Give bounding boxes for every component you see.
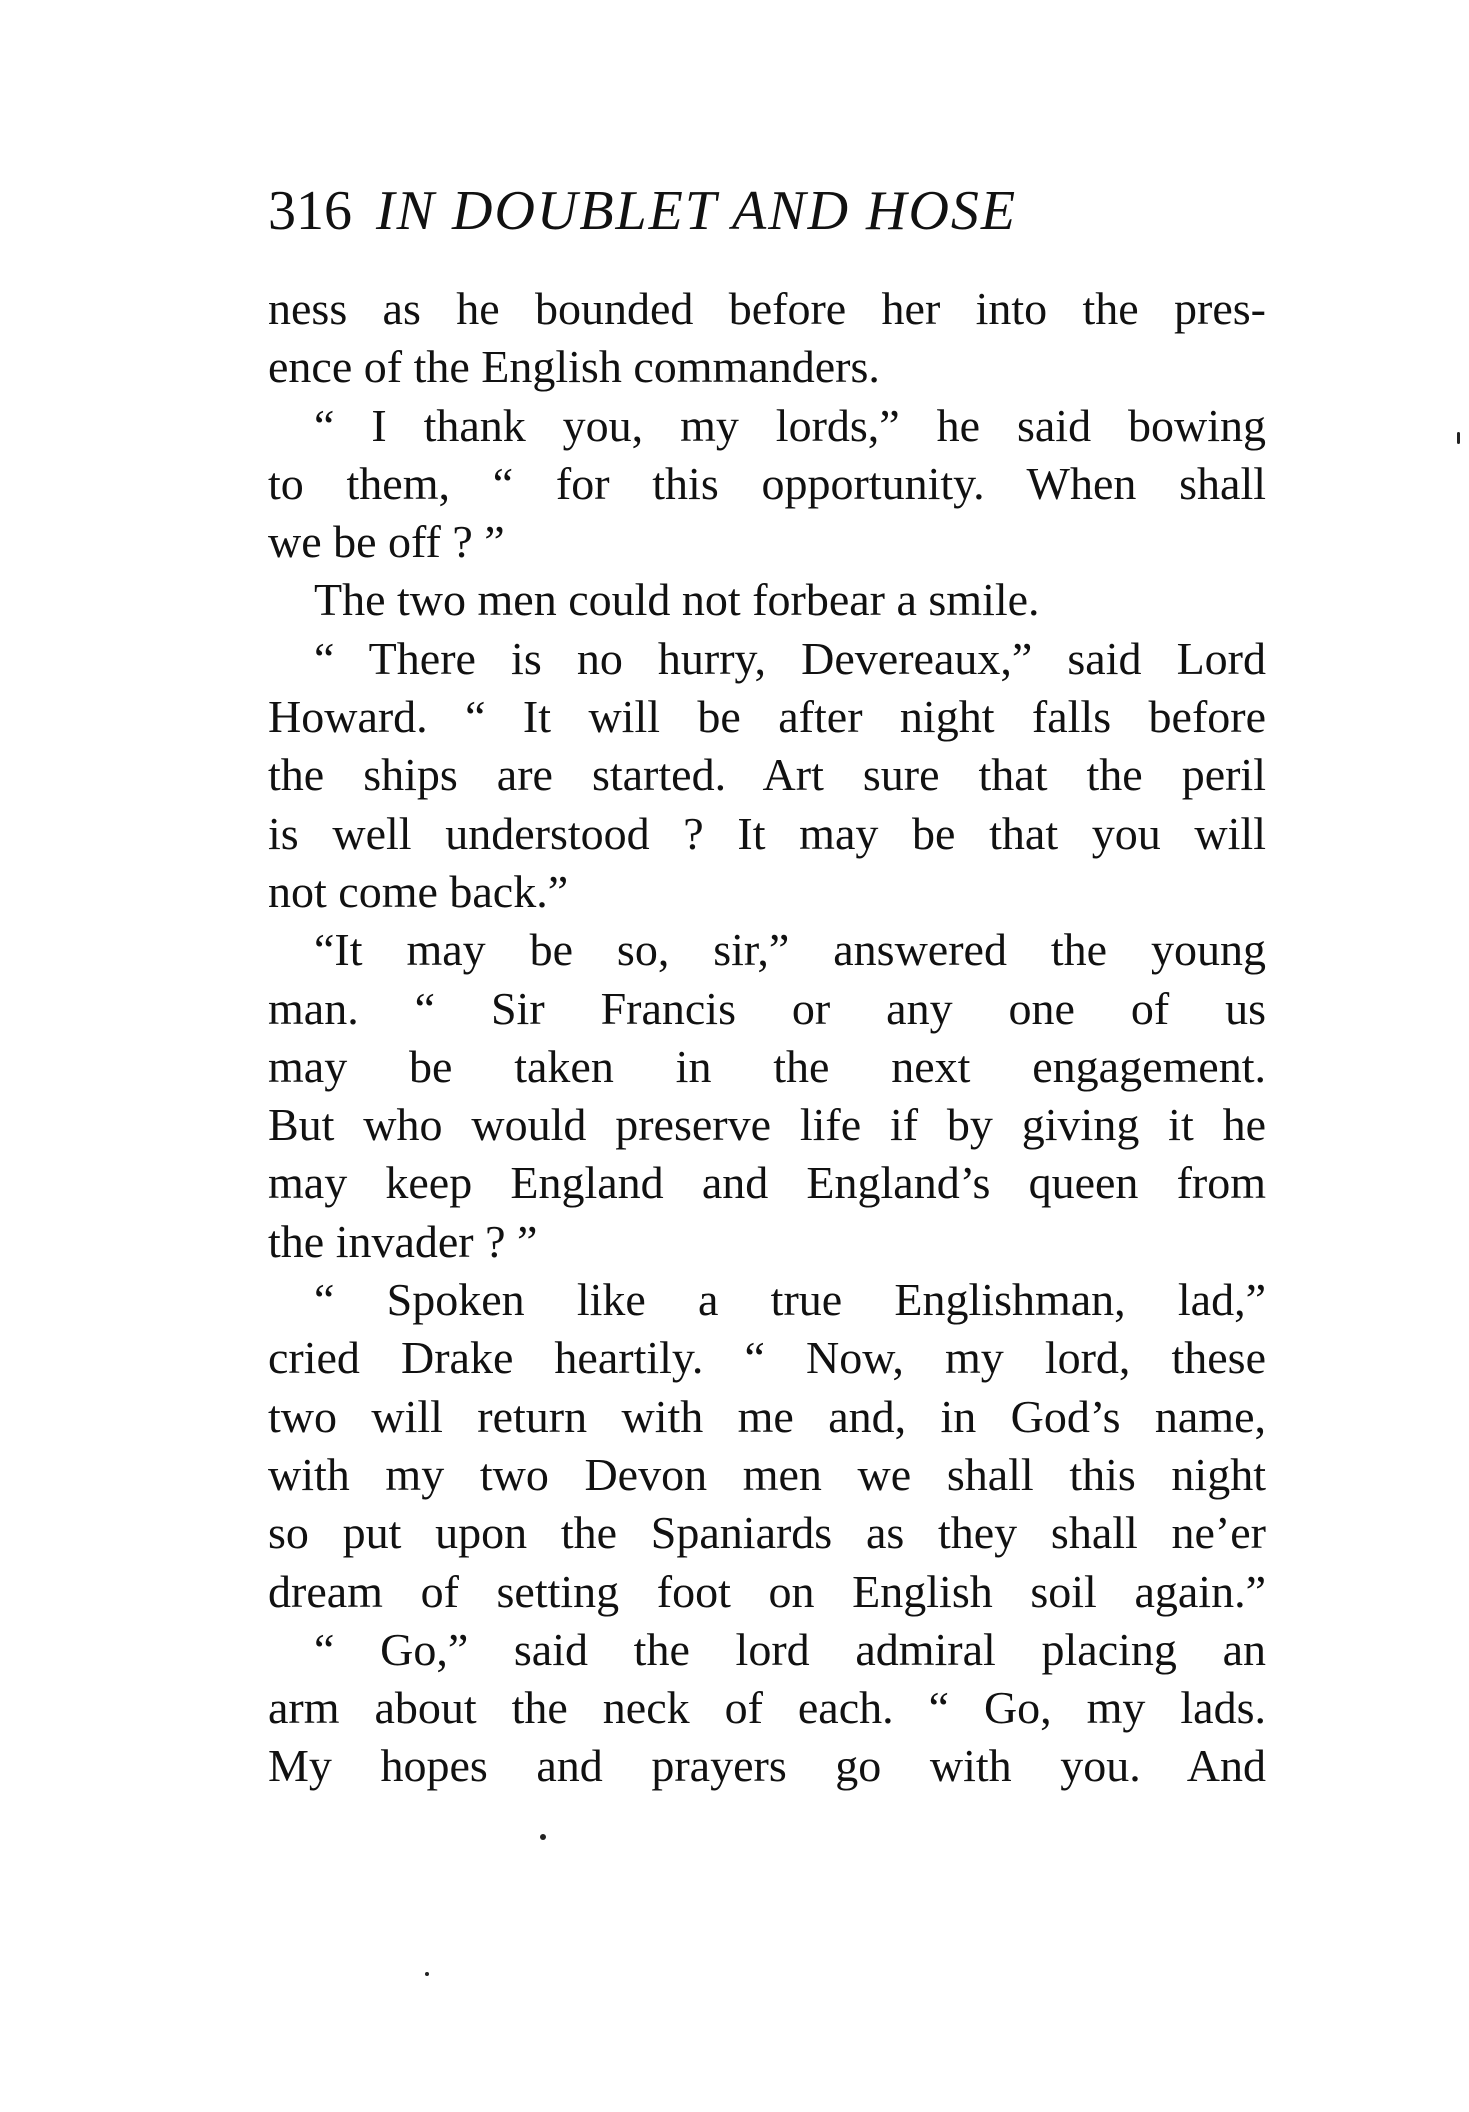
text-line: “ There is no hurry, Devereaux,” said Lord bbox=[314, 632, 1266, 684]
page-number: 316 bbox=[268, 180, 352, 242]
text-line: man. “ Sir Francis or any one of us bbox=[268, 982, 1266, 1034]
text-line: “ Go,” said the lord admiral placing an bbox=[314, 1623, 1266, 1675]
text-line: with my two Devon men we shall this night bbox=[268, 1448, 1266, 1500]
text-line: two will return with me and, in God’s name, bbox=[268, 1390, 1266, 1442]
text-line: not come back.” bbox=[268, 865, 569, 917]
text-line: The two men could not forbear a smile. bbox=[314, 574, 1040, 626]
text-line: arm about the neck of each. “ Go, my lads. bbox=[268, 1682, 1266, 1734]
text-line: dream of setting foot on English soil again.” bbox=[268, 1565, 1266, 1617]
text-line: the invader ? ” bbox=[268, 1215, 538, 1267]
text-line: Howard. “ It will be after night falls before bbox=[268, 691, 1266, 743]
text-line: may be taken in the next engagement. bbox=[268, 1040, 1266, 1092]
text-line: we be off ? ” bbox=[268, 516, 505, 568]
book-title: IN DOUBLET AND HOSE bbox=[376, 180, 1018, 242]
text-line: is well understood ? It may be that you will bbox=[268, 807, 1266, 859]
running-head bbox=[268, 178, 1268, 244]
ink-speck bbox=[540, 1834, 546, 1840]
text-line: But who would preserve life if by giving it he bbox=[268, 1099, 1266, 1151]
ink-speck bbox=[1457, 432, 1460, 444]
text-line: may keep England and England’s queen from bbox=[268, 1157, 1266, 1209]
text-line: to them, “ for this opportunity. When shall bbox=[268, 457, 1266, 509]
text-line: the ships are started. Art sure that the peril bbox=[268, 749, 1266, 801]
text-line: My hopes and prayers go with you. And bbox=[268, 1740, 1266, 1792]
text-line: so put upon the Spaniards as they shall ne’er bbox=[268, 1507, 1266, 1559]
ink-speck bbox=[425, 1972, 429, 1976]
text-line: “ Spoken like a true Englishman, lad,” bbox=[314, 1274, 1266, 1326]
text-line: “ I thank you, my lords,” he said bowing bbox=[314, 399, 1266, 451]
text-line: “It may be so, sir,” answered the young bbox=[314, 924, 1266, 976]
body-text bbox=[268, 280, 1266, 1796]
text-line: cried Drake heartily. “ Now, my lord, these bbox=[268, 1332, 1266, 1384]
text-line: ence of the English commanders. bbox=[268, 341, 880, 393]
text-line: ness as he bounded before her into the pres- bbox=[268, 283, 1266, 334]
